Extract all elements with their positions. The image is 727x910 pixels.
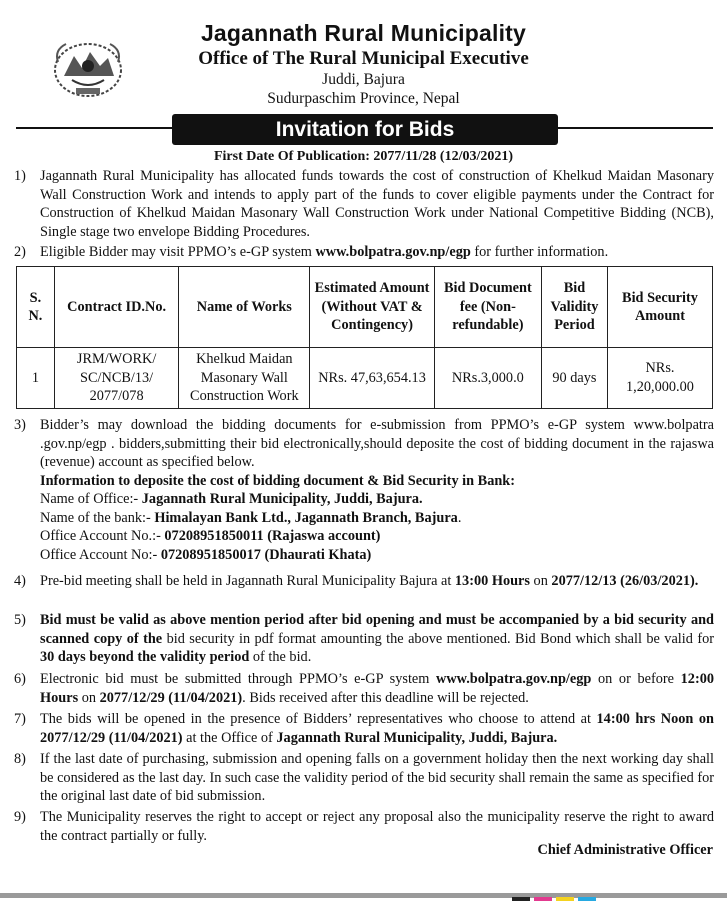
clause-5 xyxy=(14,611,714,667)
publication-date: First Date Of Publication: 2077/11/28 (12/03/2021) xyxy=(213,149,514,164)
clause-number: 7) xyxy=(14,711,26,727)
clause-text xyxy=(40,243,714,262)
address-line-2: Sudurpaschim Province, Nepal xyxy=(267,90,460,107)
clause-9 xyxy=(14,808,714,845)
clause-3 xyxy=(14,416,714,564)
clause-text: The Municipality reserves the right to accept or reject any proposal also the municipality reserve the right to award the contract partially or fully. xyxy=(40,809,714,844)
print-registration-mark xyxy=(534,897,552,901)
deposit-info-heading xyxy=(40,472,714,491)
clause-text xyxy=(40,572,714,591)
text-run: at the Office of xyxy=(182,729,277,746)
table-row xyxy=(17,348,713,409)
clause-2 xyxy=(14,243,714,262)
invitation-banner: Invitation for Bids xyxy=(172,114,558,145)
text-run: bid security in pdf format amounting the above mentioned. Bid Bond which shall be valid for xyxy=(162,630,714,647)
text-run: on or before xyxy=(591,671,681,687)
cell-works: Khelkud Maidan Masonary Wall Construction Work xyxy=(179,348,310,409)
clause-number: 3) xyxy=(14,417,26,433)
text-run: The bids will be opened in the presence of Bidders’ representatives who choose to attend at xyxy=(40,711,597,727)
account-line-1 xyxy=(40,527,714,546)
text-run: Electronic bid must be submitted through PPMO’s e-GP system xyxy=(40,671,437,687)
clause-text xyxy=(40,710,714,747)
text-run: Bid must be valid as above mention period after bid opening and must be accompanied by a bid security and scanned copy of the xyxy=(40,612,714,647)
text-run: for further information. xyxy=(470,244,609,260)
office-name-line xyxy=(40,490,714,509)
cell-contract: JRM/WORK/ SC/NCB/13/ 2077/078 xyxy=(54,348,178,409)
text-run: Himalayan Bank Ltd., Jagannath Branch, Bajura xyxy=(154,509,458,526)
col-amount: Estimated Amount (Without VAT & Contingency) xyxy=(310,267,434,348)
text-run: . Bids received after this deadline will be rejected. xyxy=(242,689,529,706)
bid-table xyxy=(16,266,713,409)
cell-security: NRs. 1,20,000.00 xyxy=(607,348,712,409)
clause-4 xyxy=(14,572,714,591)
egp-link[interactable]: www.bolpatra.gov.np/egp xyxy=(436,671,592,687)
clause-number: 8) xyxy=(14,751,26,767)
address-line-1: Juddi, Bajura xyxy=(322,71,405,88)
col-security: Bid Security Amount xyxy=(607,267,712,348)
cell-sn: 1 xyxy=(17,348,55,409)
text-run: Pre-bid meeting shall be held in Jagannath Rural Municipality Bajura at xyxy=(40,573,455,589)
text-run: 2077/12/29 (11/04/2021) xyxy=(99,689,243,706)
egp-link[interactable]: www.bolpatra.gov.np/egp xyxy=(315,244,471,260)
print-registration-mark xyxy=(556,897,574,901)
clause-number: 6) xyxy=(14,671,26,687)
text-run: on xyxy=(78,689,100,706)
text-run: 13:00 Hours xyxy=(454,573,530,589)
text-run: Office Account No.:- xyxy=(40,528,165,544)
print-registration-mark xyxy=(578,897,596,901)
text-run: 07208951850017 (Dhaurati Khata) xyxy=(160,546,372,563)
text-run: of the bid. xyxy=(249,649,312,665)
text-run: Information to deposite the cost of bidding document & Bid Security in Bank: xyxy=(40,472,516,489)
office-title: Office of The Rural Municipal Executive xyxy=(198,48,529,69)
clause-text xyxy=(40,611,714,667)
col-contract: Contract ID.No. xyxy=(54,267,178,348)
signature: Chief Administrative Officer xyxy=(537,842,713,858)
cell-amount: NRs. 47,63,654.13 xyxy=(310,348,434,409)
text-run: 12:00 Hours xyxy=(40,671,715,706)
clause-number: 1) xyxy=(14,168,26,184)
col-validity: Bid Validity Period xyxy=(541,267,607,348)
text-run: Eligible Bidder may visit PPMO’s e-GP system xyxy=(40,244,316,260)
text-run: on xyxy=(529,573,552,589)
text-run: Name of Office:- xyxy=(40,491,142,507)
clause-number: 2) xyxy=(14,244,26,260)
clause-text: If the last date of purchasing, submission and opening falls on a government holiday then the next working day shall be considered as the last day. In such case the validity period of the bid security shall remain the same as specified for the original last date of bid submission. xyxy=(40,751,714,804)
clause-7 xyxy=(14,710,714,747)
col-works: Name of Works xyxy=(179,267,310,348)
clause-1 xyxy=(14,167,714,241)
clause-text: Bidder’s may download the bidding documents for e-submission from PPMO’s e-GP system www.bolpatra .gov.np/egp . bidders,submitting their bid electronically,should deposite the cost of bidding document in the rajaswa (revenue) account as specified below. xyxy=(40,417,714,470)
clause-number: 9) xyxy=(14,809,26,825)
clause-text xyxy=(40,670,714,707)
print-registration-mark xyxy=(512,897,530,901)
clause-number: 5) xyxy=(14,612,26,628)
text-run: Jagannath Rural Municipality, Juddi, Bajura. xyxy=(141,491,423,507)
text-run: Jagannath Rural Municipality, Juddi, Bajura. xyxy=(276,729,558,746)
municipality-title: Jagannath Rural Municipality xyxy=(200,20,527,46)
text-run: 2077/12/13 (26/03/2021). xyxy=(551,573,699,589)
cell-fee: NRs.3,000.0 xyxy=(434,348,541,409)
cell-validity: 90 days xyxy=(541,348,607,409)
text-run: 30 days beyond the validity period xyxy=(40,649,250,665)
clause-8 xyxy=(14,750,714,806)
account-line-2 xyxy=(40,546,714,565)
footer-bar xyxy=(0,893,727,898)
clause-6 xyxy=(14,670,714,707)
text-run: . xyxy=(457,509,462,526)
bank-name-line xyxy=(40,509,714,528)
clause-number: 4) xyxy=(14,573,26,589)
text-run: Office Account No:- xyxy=(40,546,161,563)
text-run: 07208951850011 (Rajaswa account) xyxy=(164,528,381,544)
text-run: 14:00 hrs Noon on 2077/12/29 (11/04/2021) xyxy=(40,711,714,746)
table-header-row xyxy=(17,267,713,348)
col-sn: S. N. xyxy=(17,267,55,348)
text-run: Name of the bank:- xyxy=(40,509,155,526)
col-fee: Bid Document fee (Non-refundable) xyxy=(434,267,541,348)
clause-text: Jagannath Rural Municipality has allocated funds towards the cost of construction of Khelkud Maidan Masonary Wall Construction Work and intends to apply part of the funds to cover eligible payments under the Contract for Construction of Khelkud Maidan Masonary Wall Construction Work under National Competitive Bidding (NCB), Single stage two envelope Bidding Procedures. xyxy=(40,168,714,240)
